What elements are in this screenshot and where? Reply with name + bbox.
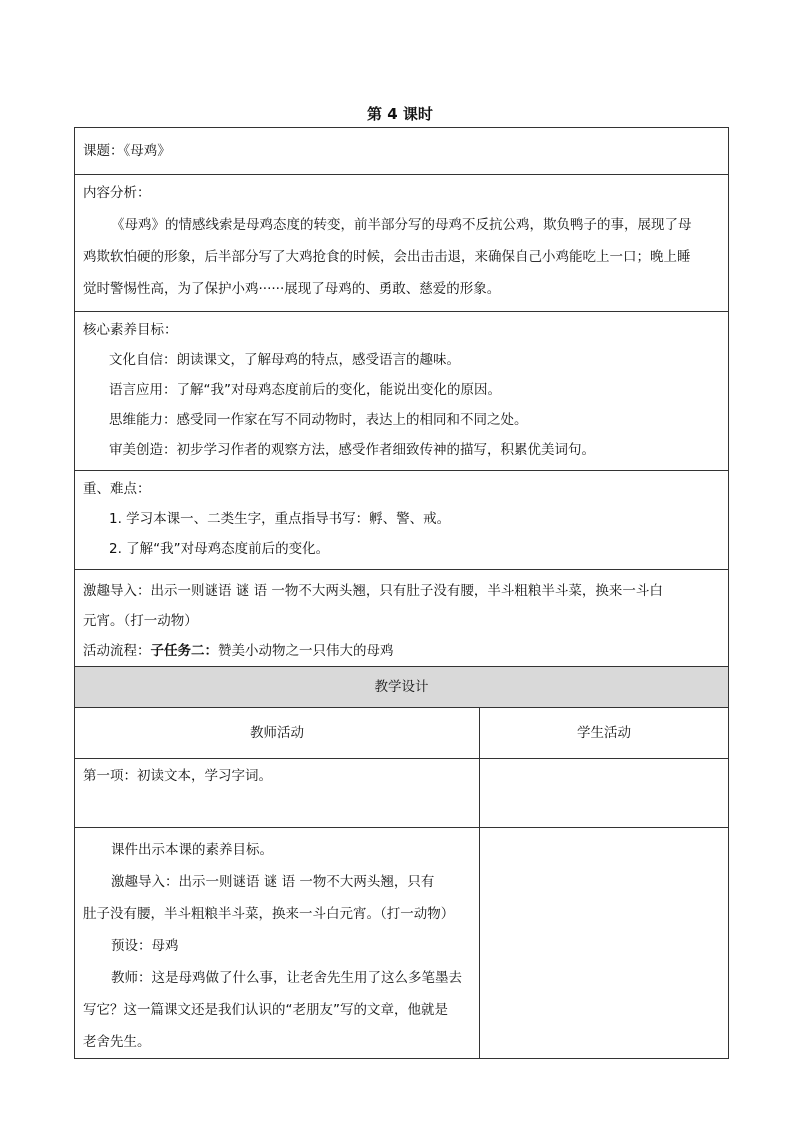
teacher-activity-line: 课件出示本课的素养目标。 — [111, 842, 273, 858]
step-title: 第一项：初读文本，学习字词。 — [83, 768, 272, 784]
lesson-plan-table — [74, 127, 729, 1059]
teacher-activity-line: 激趣导入：出示一则谜语 谜 语 一物不大两头翘，只有 — [111, 874, 435, 890]
core-goal-item: 文化自信：朗读课文，了解母鸡的特点，感受语言的趣味。 — [109, 352, 460, 368]
core-goals-row — [75, 312, 729, 471]
teacher-activity-line: 老舍先生。 — [83, 1034, 151, 1050]
core-goal-item: 语言应用：了解“我”对母鸡态度前后的变化，能说出变化的原因。 — [109, 382, 501, 398]
key-point-item: 2. 了解“我”对母鸡态度前后的变化。 — [109, 541, 330, 557]
key-points-heading: 重、难点： — [83, 481, 151, 497]
content-analysis-row — [75, 175, 729, 312]
teacher-activity-line: 教师：这是母鸡做了什么事，让老舍先生用了这么多笔墨去 — [111, 970, 462, 986]
activity-flow-label: 活动流程： — [83, 643, 151, 659]
key-points-row — [75, 471, 729, 570]
teacher-activity-line: 预设：母鸡 — [111, 938, 179, 954]
student-activity-cell — [480, 759, 729, 828]
teacher-activity-line: 写它？这一篇课文还是我们认识的“老朋友”写的文章，他就是 — [83, 1002, 448, 1018]
core-goals-heading: 核心素养目标： — [83, 322, 178, 338]
content-analysis-line: 鸡欺软怕硬的形象，后半部分写了大鸡抢食的时候，会出击击退，来确保自己小鸡能吃上一口；晚上睡 — [83, 249, 691, 265]
core-goal-item: 思维能力：感受同一作家在写不同动物时，表达上的相同和不同之处。 — [109, 412, 528, 428]
activity-flow-text: 赞美小动物之一只伟大的母鸡 — [218, 643, 394, 659]
page-title: 第 4 课时 — [367, 105, 433, 123]
design-heading-row — [75, 667, 729, 708]
content-analysis-line: 觉时警惕性高，为了保护小鸡······展现了母鸡的、勇敢、慈爱的形象。 — [83, 281, 501, 297]
topic-value: 《母鸡》 — [123, 143, 171, 159]
topic-label: 课题： — [83, 143, 124, 159]
design-column-header-row — [75, 708, 729, 759]
student-activity-header: 学生活动 — [480, 708, 729, 759]
intro-row — [75, 570, 729, 667]
intro-line: 激趣导入：出示一则谜语 谜 语 一物不大两头翘，只有肚子没有腰，半斗粗粮半斗菜，换来一斗白 — [83, 583, 663, 599]
content-analysis-heading: 内容分析： — [83, 185, 151, 201]
activity-flow-task: 子任务二： — [150, 643, 218, 659]
student-activity-cell — [480, 828, 729, 1059]
core-goal-item: 审美创造：初步学习作者的观察方法，感受作者细致传神的描写，积累优美词句。 — [109, 442, 595, 458]
topic-row — [75, 128, 729, 175]
content-analysis-line: 《母鸡》的情感线索是母鸡态度的转变，前半部分写的母鸡不反抗公鸡，欺负鸭子的事，展现了母 — [111, 217, 692, 233]
teacher-activity-header: 教师活动 — [75, 708, 480, 759]
activity-flow — [83, 636, 720, 666]
teacher-activity-row — [75, 828, 729, 1059]
step-row — [75, 759, 729, 828]
intro-line: 元宵。（打一动物） — [83, 613, 198, 629]
key-point-item: 1. 学习本课一、二类生字，重点指导书写：孵、警、戒。 — [109, 511, 451, 527]
teacher-activity-line: 肚子没有腰，半斗粗粮半斗菜，换来一斗白元宵。（打一动物） — [83, 906, 455, 922]
design-heading: 教学设计 — [75, 667, 729, 708]
